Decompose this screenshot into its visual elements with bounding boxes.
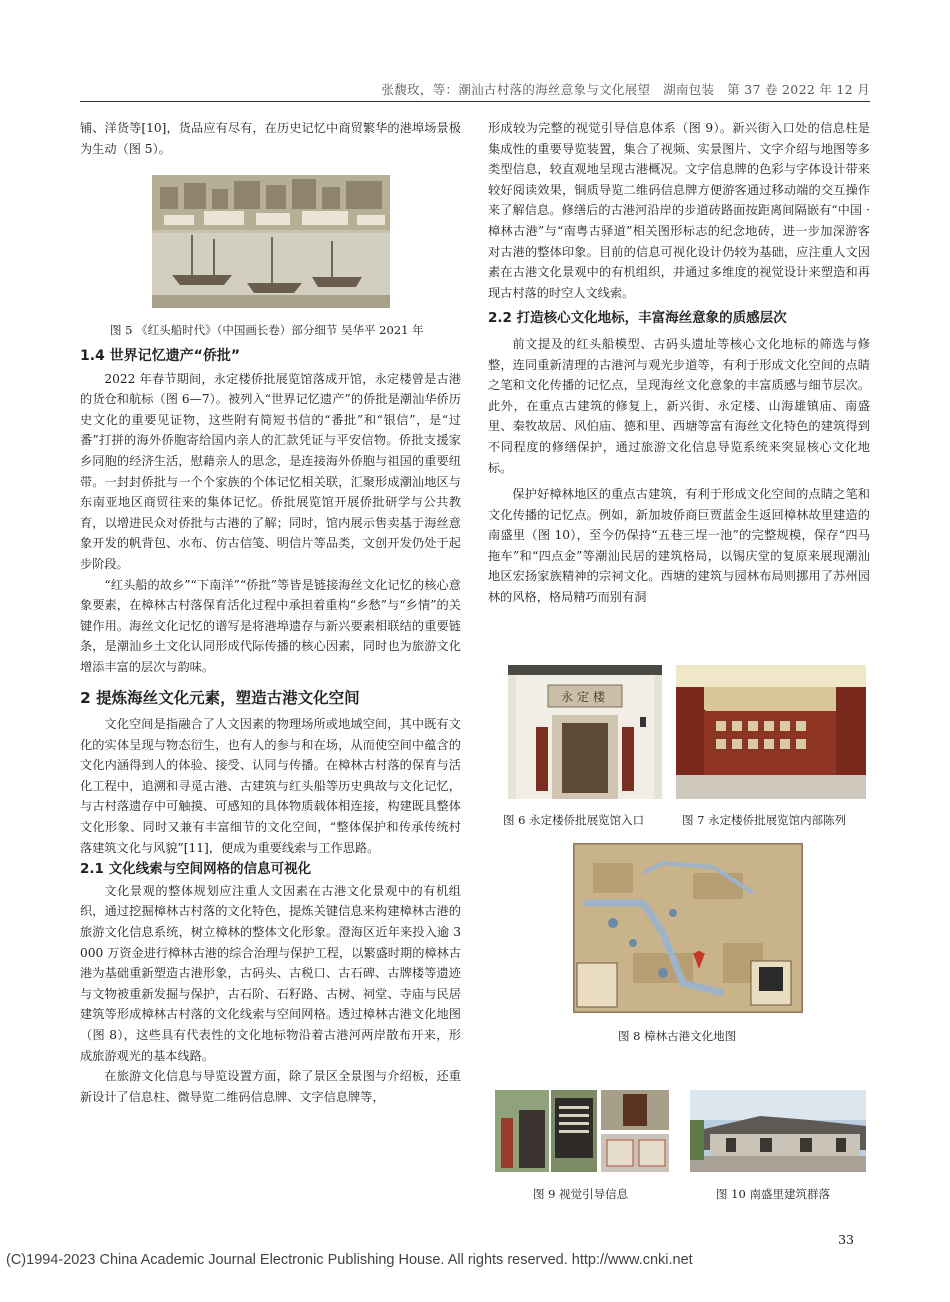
paragraph: “红头船的故乡”“下南洋”“侨批”等皆是链接海丝文化记忆的核心意象要素，在樟林古村落保育活化过程中承担着重构“乡愁”与“乡情”的关键作用。海丝文化记忆的谱写是将港埠遗存与新兴要素相联结的重要链条，是潮汕乡土文化认同形成代际传播的核心因素，同时也为旅游文化增添丰富的层次与韵味。 (80, 577, 461, 674)
header-rule (80, 101, 870, 102)
figure-5-painting (152, 175, 390, 308)
right-column (488, 118, 870, 608)
section-heading-2-1: 2.1 文化线索与空间网格的信息可视化 (80, 861, 312, 878)
paragraph: 2022 年春节期间，永定楼侨批展览馆落成开馆，永定楼曾是古港的货仓和航标（图 6—7）。被列入“世界记忆遗产”的侨批是潮汕华侨历史文化的重要见证物，这些附有简短书信的“番批”和“银信”，是“过番”打拼的海外侨胞寄给国内亲人的汇款凭证与平安信物。侨批支援家乡同胞的经济生活，慰藉亲人的思念，是连接海外侨胞与祖国的重要纽带。一封封侨批与一个个家族的个体记忆相关联，汇聚形成潮汕地区与东南亚地区商贸往来的集体记忆。侨批展览馆开展侨批研学与公共教育，以增进民众对侨批与古港的了解；同时，馆内展示售卖基于海丝意象开发的帆背包、水布、仿古信笺、明信片等品类，文创开发仍处于起步阶段。 (80, 371, 461, 571)
figure-10-caption: 图 10 南盛里建筑群落 (716, 1187, 830, 1201)
copyright-notice: (C)1994-2023 China Academic Journal Electronic Publishing House. All rights reserved. http://www.cnki.net (6, 1252, 693, 1268)
paragraph: 保护好樟林地区的重点古建筑，有利于形成文化空间的点睛之笔和文化传播的记忆点。例如，新加坡侨商巨贾蓝金生返回樟林故里建造的南盛里（图 10），至今仍保持“五巷三埕一池”的完整规模，保存“四马拖车”和“四点金”等潮汕民居的建筑格局，以锡庆堂的复原来展现潮汕地区宏扬家族精神的宗祠文化。西塘的建筑与园林布局则挪用了苏州园林的风格，格局精巧而别有洞 (488, 487, 870, 605)
left-column-main (80, 346, 461, 1107)
figure-7-caption: 图 7 永定楼侨批展览馆内部陈列 (682, 813, 847, 827)
paragraph: 前文提及的红头船模型、古码头遗址等核心文化地标的筛选与修整，连同重新清理的古港河与观光步道等，有利于形成文化空间的点睛之笔和文化传播的记忆点，呈现海丝文化意象的丰富质感与细节层次。此外，在重点古建筑的修复上，新兴街、永定楼、山海雄镇庙、南盛里、秦牧故居、风伯庙、德和里、西塘等富有海丝文化特色的建筑得到不同程度的修缮保护，通过旅游文化信息导览系统来突显核心文化地标。 (488, 336, 870, 475)
figure-8-map (573, 843, 803, 1013)
section-heading-1-4: 1.4 世界记忆遗产“侨批” (80, 348, 241, 364)
section-heading-2-2: 2.2 打造核心文化地标，丰富海丝意象的质感层次 (488, 310, 787, 327)
page-number: 33 (838, 1232, 854, 1247)
figure-8-caption: 图 8 樟林古港文化地图 (618, 1029, 737, 1043)
figure-10-photo (690, 1090, 866, 1172)
paragraph: 铺、洋货等[10]，货品应有尽有，在历史记忆中商贸繁华的港埠场景极为生动（图 5）。 (80, 121, 461, 156)
fig6-sign-text: 永定楼 (560, 690, 609, 704)
figure-9-caption: 图 9 视觉引导信息 (533, 1187, 629, 1201)
paragraph: 形成较为完整的视觉引导信息体系（图 9）。新兴街入口处的信息柱是集成性的重要导览装置，集合了视频、实景图片、文字介绍与地图等多类型信息，较直观地呈现古港概况。文字信息牌的色彩与字体设计带来较好阅读效果，铜质导览二维码信息牌方便游客通过移动端的交互操作来了解信息。修缮后的古港河沿岸的步道砖路面按距离间隔嵌有“中国 · 樟林古港”与“南粤古驿道”相关图形标志的纪念地砖，进一步加深游客对古港的整体印象。目前的信息可视化设计仍较为基础，应注重人文因素在古港文化景观中的有机组织，并通过多维度的视觉设计来塑造和再现古村落的时空人文线索。 (488, 121, 870, 300)
left-column-top (80, 118, 461, 159)
figure-7-photo (676, 665, 866, 799)
paragraph: 在旅游文化信息与导览设置方面，除了景区全景图与介绍板，还重新设计了信息柱、微导览二维码信息牌、文字信息牌等， (80, 1069, 461, 1104)
running-header: 张馥玫，等：潮汕古村落的海丝意象与文化展望 湖南包装 第 37 卷 2022 年 12 月 (381, 82, 870, 97)
paragraph: 文化景观的整体规划应注重人文因素在古港文化景观中的有机组织，通过挖掘樟林古村落的文化特色，提炼关键信息来构建樟林古港的旅游文化信息系统，树立樟林的整体文化形象。澄海区近年来投入逾 3 000 万资金进行樟林古港的综合治理与保护工程，以繁盛时期的樟林古港为基础重新塑造古港形象，古码头、古税口、古石碑、古牌楼等遗迹与文物被重新发掘与保护，古石阶、石籽路、古树、祠堂、寺庙与民居建筑等形成樟林古村落的文化线索与空间网格。透过樟林古港文化地图（图 8），这些具有代表性的文化地标物沿着古港河两岸散布开来，形成旅游观光的基本线路。 (80, 883, 461, 1063)
section-heading-2: 2 提炼海丝文化元素，塑造古港文化空间 (80, 688, 360, 707)
paragraph: 文化空间是指融合了人文因素的物理场所或地域空间，其中既有文化的实体呈现与物态衍生，也有人的参与和在场，从而使空间中蕴含的文化内涵得到人的体验、接受、认同与传播。在樟林古村落的保育与活化工程中，追溯和寻觅古港、古建筑与红头船等历史典故与文化记忆，与古村落遗存中可触摸、可感知的具体物质载体相连接，构建既具整体文化形象、同时又兼有丰富细节的文化空间，“整体保护和传承传统村落建筑文化与风貌”[11]，便成为重要线索与工作思路。 (80, 717, 461, 855)
figure-6-photo (508, 665, 662, 799)
figure-5-caption: 图 5 《红头船时代》（中国画长卷）部分细节 吴华平 2021 年 (110, 323, 424, 337)
figure-6-caption: 图 6 永定楼侨批展览馆入口 (503, 813, 645, 827)
figure-9-photo (495, 1090, 669, 1172)
